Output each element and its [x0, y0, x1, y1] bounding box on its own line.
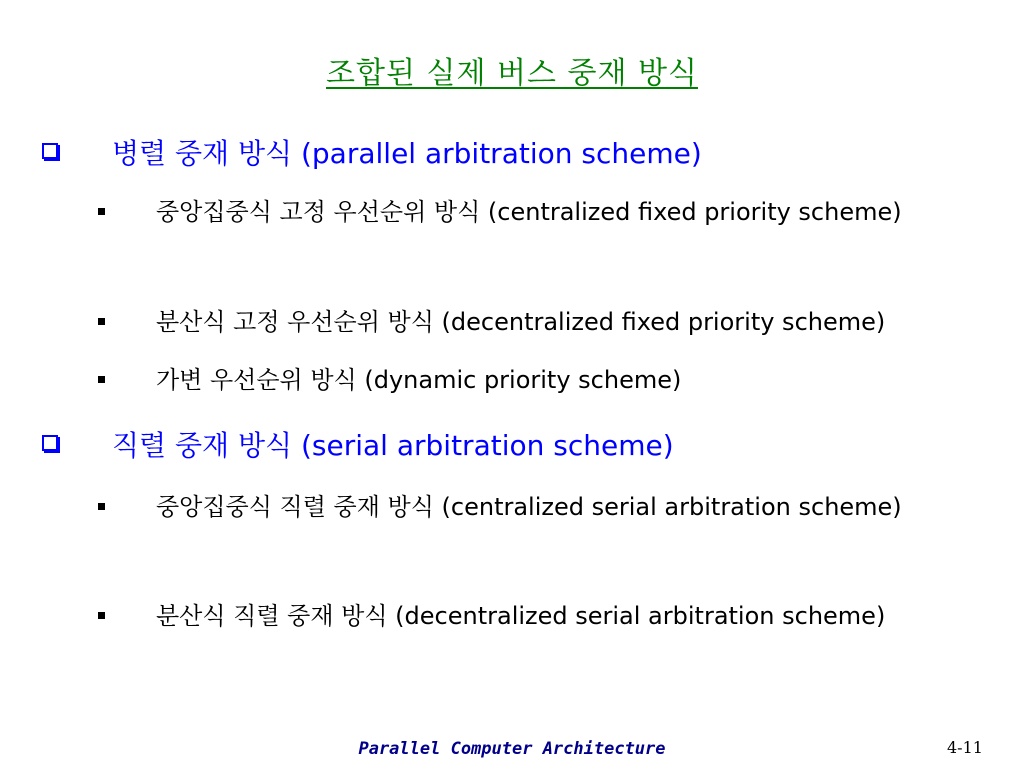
list-item-text: 중앙집중식 직렬 중재 방식 (centralized serial arbitration scheme)	[156, 493, 902, 521]
list-item	[98, 481, 978, 533]
square-bullet-icon	[98, 503, 105, 510]
square-bullet-icon	[98, 318, 105, 325]
section-heading-text: 병렬 중재 방식 (parallel arbitration scheme)	[112, 137, 702, 170]
page-number: 4-11	[947, 738, 983, 757]
square-bullet-icon	[98, 208, 105, 215]
square-bullet-icon	[98, 612, 105, 619]
section-heading-text: 직렬 중재 방식 (serial arbitration scheme)	[112, 429, 674, 462]
slide-title: 조합된 실제 버스 중재 방식	[326, 56, 698, 91]
list-item-text: 가변 우선순위 방식 (dynamic priority scheme)	[156, 366, 682, 394]
section-heading-parallel	[42, 132, 1002, 172]
checkbox-bullet-icon	[42, 143, 58, 159]
list-item	[98, 296, 978, 348]
list-item-text: 분산식 직렬 중재 방식 (decentralized serial arbitration scheme)	[156, 602, 886, 630]
list-item	[98, 186, 978, 238]
list-item	[98, 354, 978, 406]
footer-text: Parallel Computer Architecture	[358, 739, 666, 759]
square-bullet-icon	[98, 376, 105, 383]
list-item-text: 분산식 고정 우선순위 방식 (decentralized fixed priority scheme)	[156, 308, 886, 336]
section-heading-serial	[42, 424, 1002, 464]
list-item-text: 중앙집중식 고정 우선순위 방식 (centralized fixed priority scheme)	[156, 198, 902, 226]
list-item	[98, 590, 978, 642]
checkbox-bullet-icon	[42, 435, 58, 451]
